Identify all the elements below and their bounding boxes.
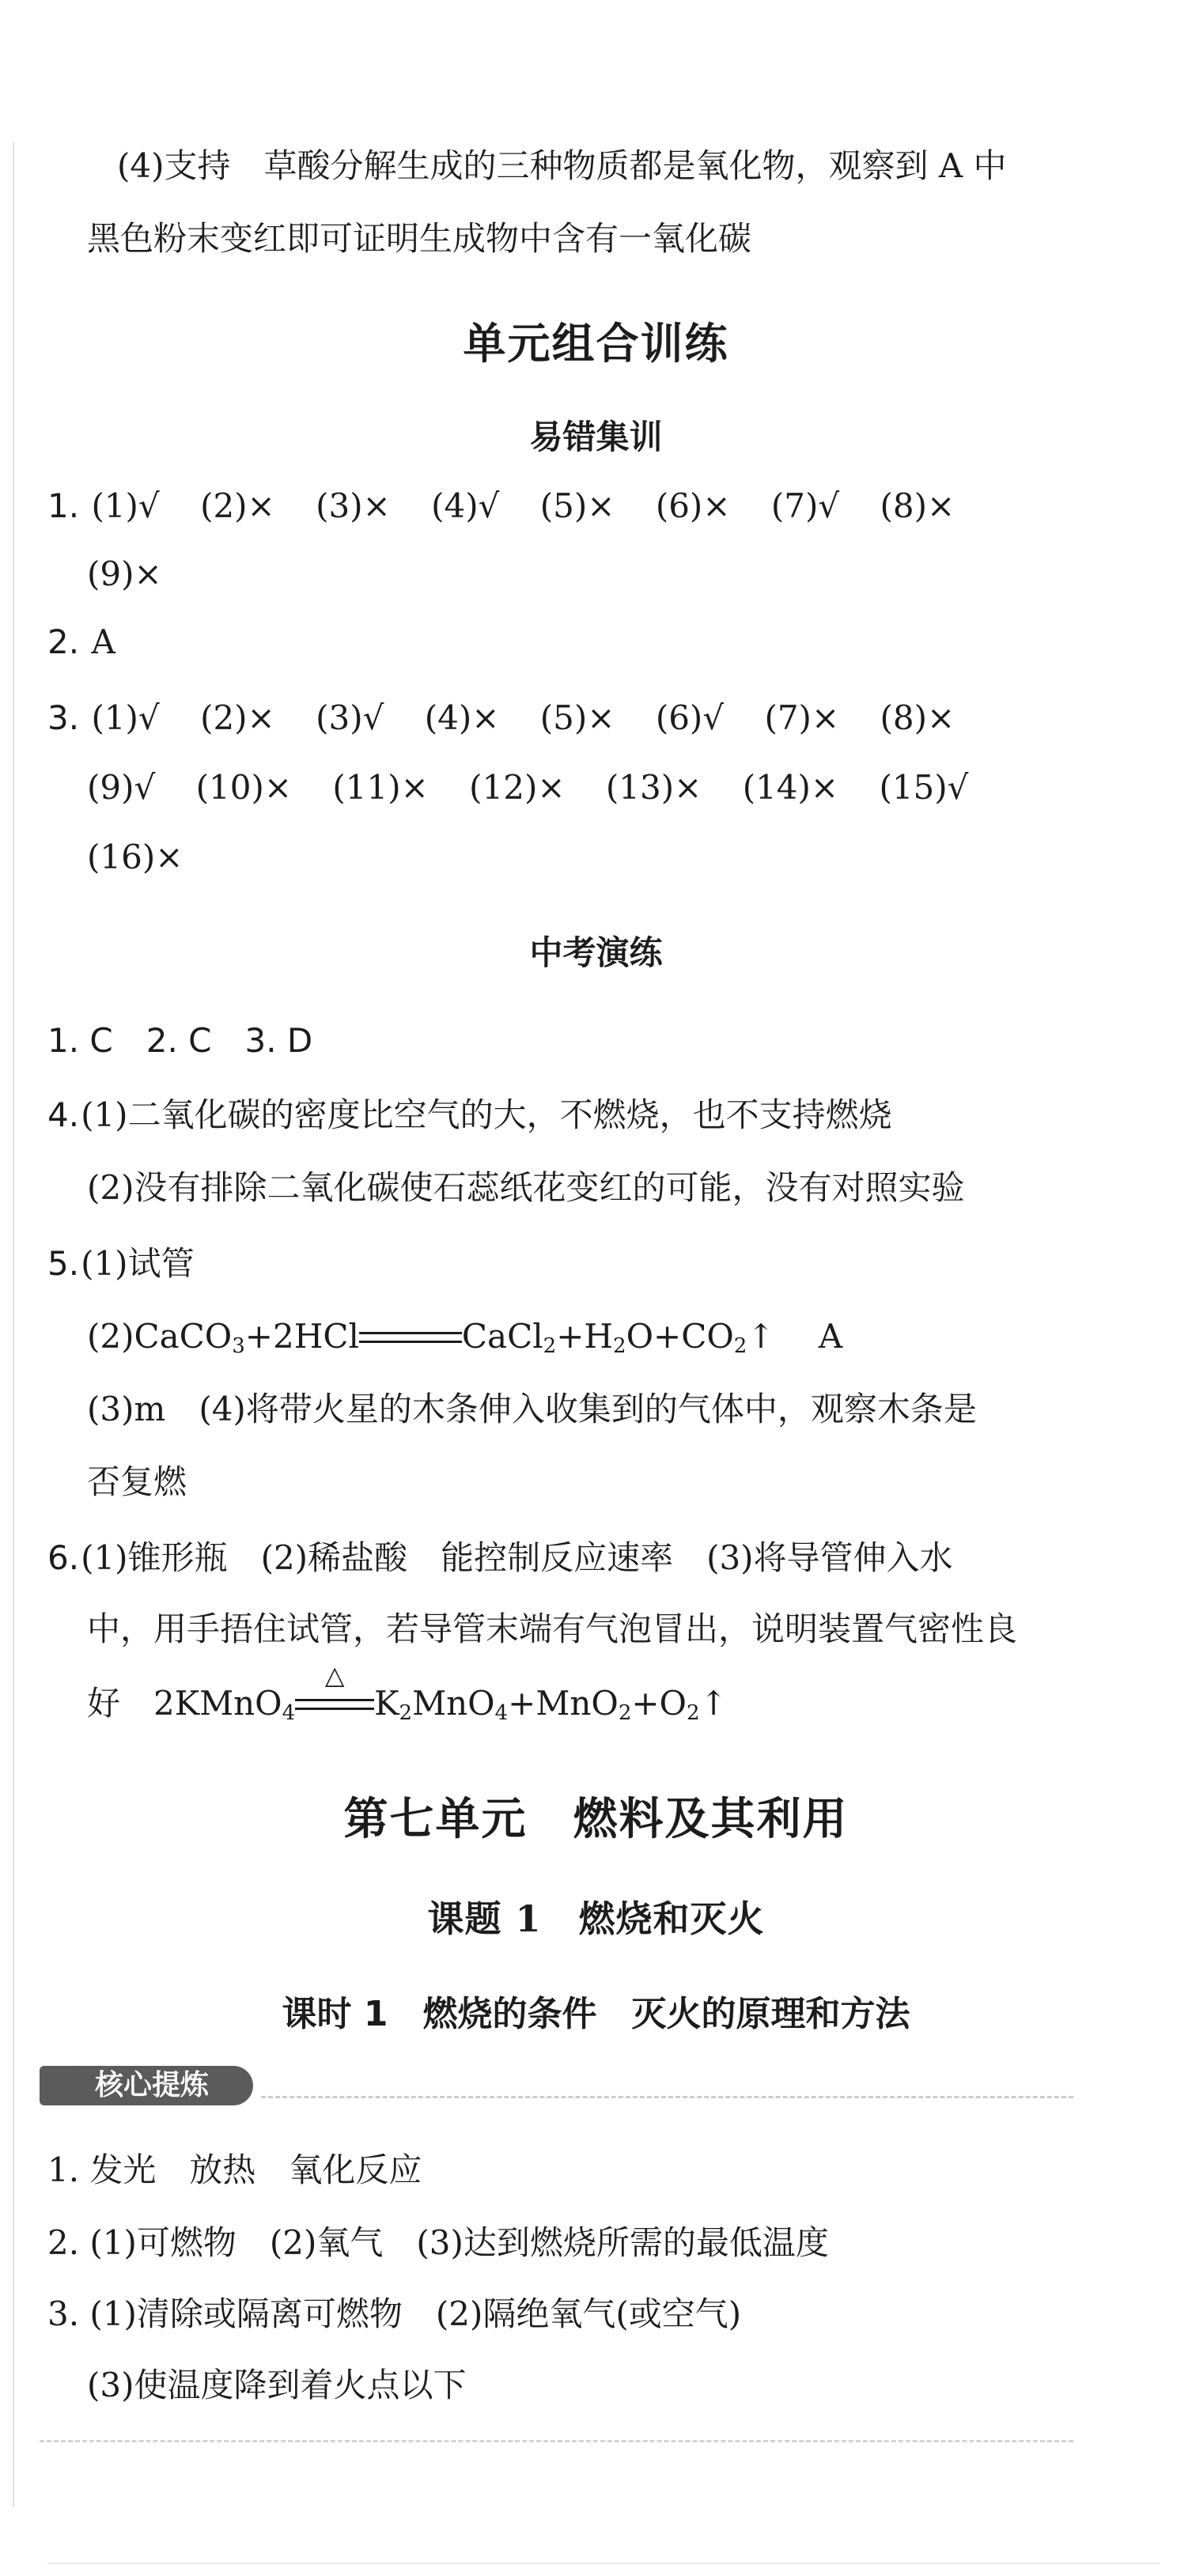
eq-part: 好 2KMnO [87,1684,282,1723]
eq-part: +MnO [508,1684,619,1723]
errors-q3-item: (12)× [469,768,566,807]
section-heading-unit-training: 单元组合训练 [463,319,729,369]
errors-q1-item: (2)× [200,486,275,525]
errors-q1-item: (3)× [316,486,391,525]
errors-q3-item: (11)× [332,768,429,807]
exam-q6-line-2: 中，用手捂住试管，若导管末端有气泡冒出，说明装置气密性良 [87,1610,1018,1648]
errors-q1-item: (4)√ [431,486,500,525]
exam-q5-line-1 [47,1240,1121,1288]
eq-part: +2HCl [244,1317,359,1356]
errors-q3-item: (15)√ [879,768,969,807]
errors-q1-item: (1)√ [91,486,160,525]
exam-q6-line-1 [47,1534,1121,1582]
eq-part: ↑ A [747,1317,843,1356]
eq-part: ↑ [699,1684,728,1723]
eq-part: CaCl [461,1317,543,1356]
eq-equals-sign [359,1332,462,1343]
errors-q3-item: (16)× [87,838,184,876]
core-q2: 2. (1)可燃物 (2)氧气 (3)达到燃烧所需的最低温度 [47,2223,829,2262]
errors-q3-item: (3)√ [316,698,384,737]
subsection-heading-exam: 中考演练 [529,933,663,972]
core-q3-line-1: 3. (1)清除或隔离可燃物 (2)隔绝氧气(或空气) [47,2294,742,2333]
eq-equals-sign [295,1699,374,1710]
errors-q2-answer: A [91,622,115,661]
return-arrow-icon: ↩ [44,2054,82,2105]
eq-part: +O [631,1684,687,1723]
badge-divider [261,2096,1073,2098]
errors-q1-item: (6)× [655,486,731,525]
bottom-divider [40,2440,1073,2442]
errors-q3-row-1 [47,694,1121,742]
exam-q5-equation [87,1313,1121,1370]
errors-q1-item: (7)√ [770,486,840,525]
exam-q5-text-1: (1)试管 [81,1244,195,1283]
errors-q1-item: (5)× [539,486,615,525]
exam-q6-equation [87,1660,1121,1737]
errors-q3-item: (6)√ [655,698,725,737]
exam-q4-line-1 [47,1091,1121,1139]
errors-q3-item: (9)√ [87,768,156,807]
exam-q6-number: 6. [47,1538,80,1577]
eq-subscript: 2 [543,1334,557,1358]
eq-subscript: 2 [733,1334,747,1358]
page-bottom-rule [47,2563,1160,2564]
errors-q2-number: 2. [47,622,80,661]
exam-q4-line-2: (2)没有排除二氧化碳使石蕊纸花变红的可能，没有对照实验 [87,1168,965,1207]
errors-q3-number: 3. [47,698,80,737]
errors-q3-item: (7)× [764,698,840,737]
errors-q3-item: (8)× [880,698,955,737]
errors-q1-number: 1. [47,486,80,525]
errors-q1-item: (8)× [880,486,955,525]
page-margin-rule [13,142,14,2507]
errors-q3-item: (2)× [200,698,275,737]
eq-heat-condition [295,1660,374,1727]
top-answer-line-1: (4)支持 草酸分解生成的三种物质都是氧化物，观察到 A 中 [117,146,1007,185]
eq-subscript: 2 [399,1701,413,1725]
eq-subscript: 2 [686,1701,700,1725]
errors-q3-item: (1)√ [91,698,160,737]
heat-triangle-icon: △ [324,1660,345,1690]
unit-title: 第七单元 燃料及其利用 [343,1793,849,1845]
errors-q3-item: (13)× [605,768,702,807]
errors-q3-row-3 [87,834,1121,881]
errors-q2-row [47,618,1121,666]
exam-q5-number: 5. [47,1244,80,1283]
errors-q1-item: (9)× [87,554,162,593]
top-answer-line-2: 黑色粉末变红即可证明生成物中含有一氧化碳 [87,219,752,258]
exam-q6-text-1: (1)锥形瓶 (2)稀盐酸 能控制反应速率 (3)将导管伸入水 [81,1538,953,1577]
errors-q3-row-2 [87,764,1121,811]
eq-subscript: 2 [613,1334,626,1358]
exam-q4-number: 4. [47,1095,80,1134]
errors-q3-item: (10)× [195,768,293,807]
core-q1: 1. 发光 放热 氧化反应 [47,2150,422,2189]
period-title: 课时 1 燃烧的条件 灭火的原理和方法 [282,1994,910,2034]
errors-q3-item: (5)× [539,698,615,737]
eq-part: +H [556,1317,614,1356]
subsection-heading-errors: 易错集训 [529,418,663,456]
exam-q5-line-3: (3)m (4)将带火星的木条伸入收集到的气体中，观察木条是 [87,1390,977,1428]
eq-part: K [374,1684,399,1723]
eq-subscript: 4 [282,1701,296,1725]
eq-part: O+CO [626,1317,734,1356]
exam-q1-3: 1. C 2. C 3. D [47,1021,313,1060]
exam-q5-line-4: 否复燃 [87,1462,187,1501]
errors-q1-row-1 [47,482,1121,530]
eq-subscript: 4 [494,1701,509,1725]
eq-part: MnO [412,1684,495,1723]
errors-q1-row-2 [87,550,1121,598]
exam-q4-text-1: (1)二氧化碳的密度比空气的大，不燃烧，也不支持燃烧 [81,1095,892,1134]
core-badge-label: 核心提炼 [95,2069,210,2101]
errors-q3-item: (14)× [742,768,839,807]
eq-subscript: 3 [232,1334,245,1358]
lesson-title: 课题 1 燃烧和灭火 [427,1897,765,1940]
eq-subscript: 2 [618,1701,632,1725]
core-q3-line-2: (3)使温度降到着火点以下 [87,2366,467,2404]
errors-q3-item: (4)× [424,698,500,737]
eq-part: (2)CaCO [87,1317,233,1356]
